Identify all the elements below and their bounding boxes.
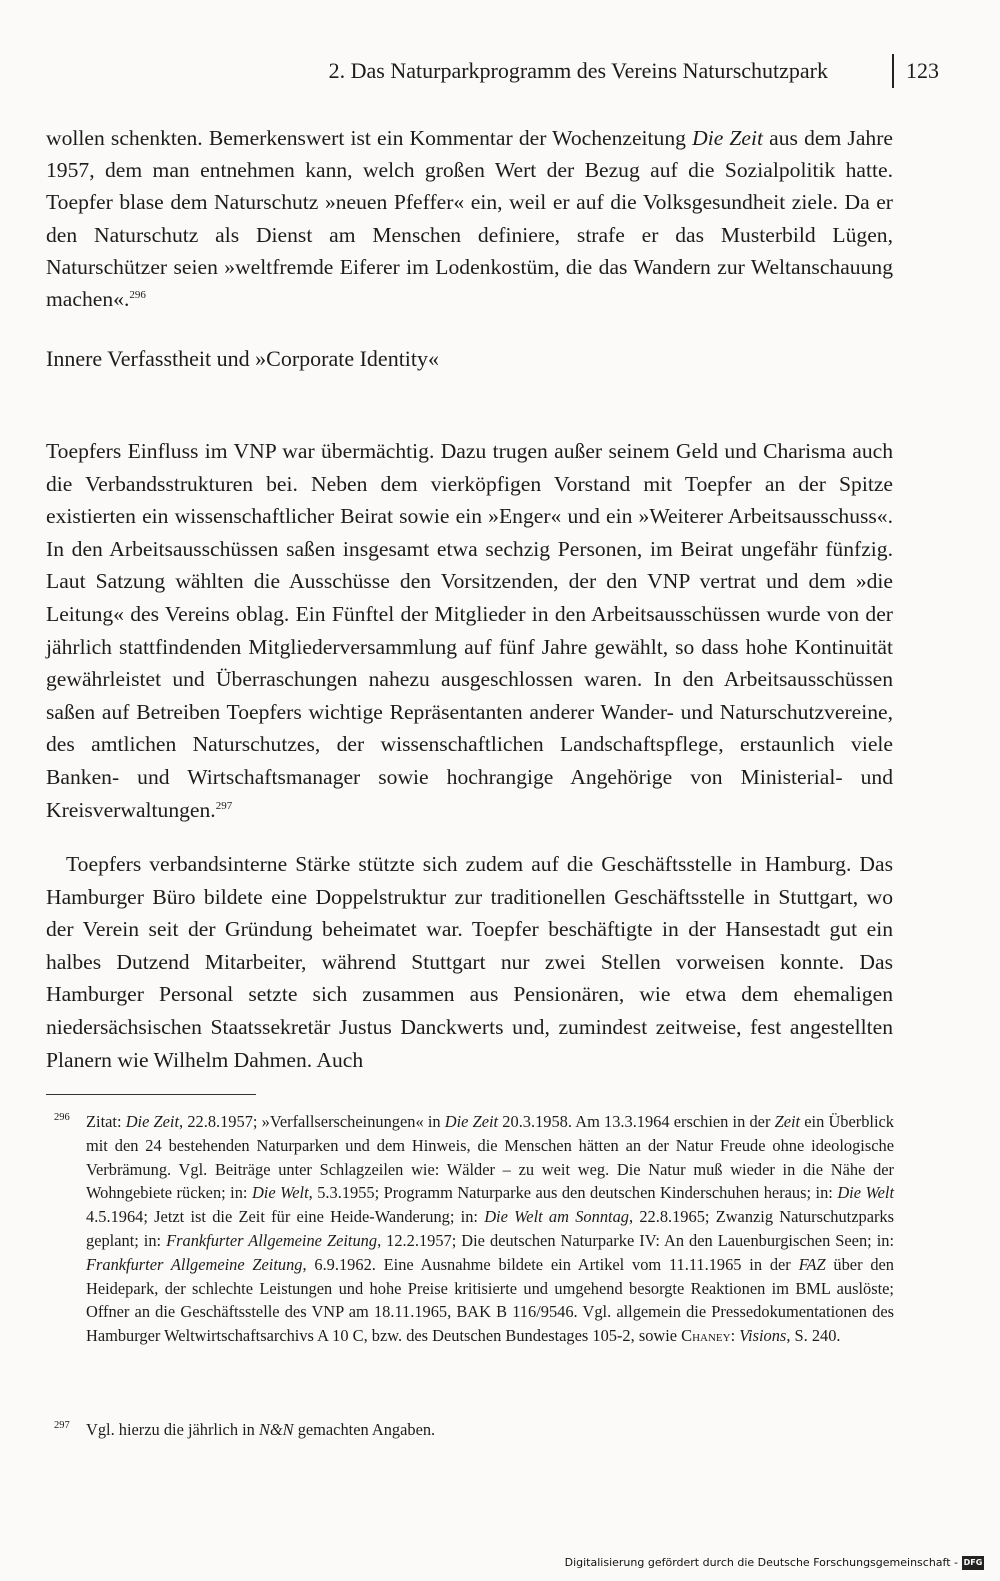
text-run: aus dem Jahre 1957, dem man entnehmen kann, welch großen Wert der Bezug auf die Sozialpolitik hatte. Toepfer blase dem Naturschutz »neuen Pfeffer« ein, weil er auf die Volksgesundheit ziele. Da er den Naturschutz als Dienst am Menschen definiere, strafe er das Musterbild Lügen, Naturschützer seien »weltfremde Eiferer im Lodenkostüm, die das Wandern zur Weltanschauung machen«. (46, 126, 893, 312)
italic-run: Die Welt am Sonntag (484, 1207, 629, 1227)
header-separator (892, 54, 894, 88)
text-run: , 12.2.1957; Die deutschen Naturparke IV: An den Lauenburgischen Seen; in: (377, 1230, 895, 1250)
text-run: über den Heidepark, der schlechte Leistungen und hohe Preise kritisierte und umgehend besorgte Reaktionen im BML auslöste; Offner an die Geschäftsstelle des VNP am 18.11.1965, BAK B 116/9546. Vgl. allgemein die Pressedokumentationen des Hamburger Weltwirtschaftsarchivs A 10 C, bzw. des Deutschen Bundestages 105-2, sowie (86, 1254, 894, 1346)
digitization-credit: Digitalisierung gefördert durch die Deutsche Forschungsgemeinschaft - (564, 1556, 958, 1569)
italic-run: Die Zeit (444, 1112, 499, 1131)
text-run: Zitat: (86, 1112, 126, 1131)
paragraph-2 (46, 435, 893, 826)
text-run: Vgl. hierzu die jährlich in (86, 1420, 259, 1439)
footnote-rule (46, 1094, 256, 1095)
page-number: 123 (906, 58, 939, 83)
italic-run: N&N (258, 1420, 294, 1439)
text-run: ein Überblick mit den 24 bestehenden Naturparken und dem Hinweis, die Menschen hätten an der Natur Freude ohne ideologische Verbrämung. Vgl. Beiträge unter Schlagzeilen wie: Wälder – zu weit weg. Die Natur muß wieder in die Nähe der Wohngebiete rücken; in: (86, 1112, 895, 1203)
text-run: , 22.8.1965; Zwanzig Naturschutzparks geplant; in: (86, 1207, 895, 1250)
paragraph-1 (46, 122, 893, 315)
journal-title: Die Zeit (692, 126, 764, 150)
text-run: , 22.8.1957; »Verfallserscheinungen« in (179, 1112, 445, 1131)
text-run: gemachten Angaben. (293, 1420, 436, 1439)
text-run: Toepfers Einfluss im VNP war übermächtig. Dazu trugen außer seinem Geld und Charisma auch die Verbandsstrukturen bei. Neben dem vierköpfigen Vorstand mit Toepfer an der Spitze existierten ein wissenschaftlicher Beirat sowie ein »Enger« und ein »Weiterer Arbeitsausschuss«. In den Arbeitsausschüssen saßen insgesamt etwa sechzig Personen, im Beirat ungefähr fünfzig. Laut Satzung wählten die Ausschüsse den Vorsitzenden, der den VNP vertrat und dem »die Leitung« des Vereins oblag. Ein Fünftel der Mitglieder in den Arbeitsausschüssen wurde von der jährlich stattfindenden Mitgliederversammlung auf fünf Jahre gewählt, so dass hohe Kontinuität gewährleistet und Überraschungen nahezu ausgeschlossen waren. In den Arbeitsausschüssen saßen auf Betreiben Toepfers wichtige Repräsentanten anderer Wander- und Naturschutzvereine, des amtlichen Naturschutzes, der wissenschaftlichen Landschaftspflege, erstaunlich viele Banken- und Wirtschaftsmanager sowie hochrangige Angehörige von Ministerial- und Kreisverwaltungen. (46, 439, 893, 822)
text-run: , 6.9.1962. Eine Ausnahme bildete ein Artikel vom 11.11.1965 in der (302, 1254, 799, 1274)
section-heading: Innere Verfasstheit und »Corporate Identity« (46, 346, 440, 371)
text-run: 20.3.1958. Am 13.3.1964 erschien in der (498, 1112, 775, 1131)
paragraph-3: Toepfers verbandsinterne Stärke stützte sich zudem auf die Geschäftsstelle in Hamburg. Das Hamburger Büro bildete eine Doppelstruktur zur traditionellen Geschäftsstelle in Stuttgart, wo der Verein seit der Gründung beheimatet war. Toepfer beschäftigte in der Hansestadt gut ein halbes Dutzend Mitarbeiter, während Stuttgart nur zwei Stellen vorweisen konnte. Das Hamburger Personal setzte sich zusammen aus Pensionären, wie etwa dem ehemaligen niedersächsischen Staatssekretär Justus Danckwerts und, zumindest zeitweise, fest angestellten Planern wie Wilhelm Dahmen. Auch (46, 852, 893, 1072)
author-name: Chaney (681, 1326, 731, 1346)
footnote-ref-297[interactable]: 297 (215, 799, 233, 812)
italic-run: Frankfurter Allgemeine Zeitung (86, 1254, 303, 1274)
footnote-297 (86, 1418, 894, 1442)
running-header (0, 58, 940, 90)
footnote-296 (86, 1110, 894, 1348)
italic-run: Die Welt (251, 1183, 309, 1203)
italic-run: Die Zeit (125, 1112, 180, 1131)
footnote-mark-296: 296 (54, 1112, 70, 1123)
italic-run: FAZ (798, 1254, 826, 1274)
footnote-ref-296[interactable]: 296 (129, 288, 146, 301)
footnote-mark-297: 297 (54, 1420, 70, 1431)
text-run: wollen schenkten. Bemerkenswert ist ein Kommentar der Wochenzeitung (46, 126, 693, 150)
italic-run: Frankfurter Allgemeine Zeitung (166, 1230, 378, 1250)
italic-run: Zeit (774, 1112, 801, 1131)
italic-run: Die Welt (837, 1183, 895, 1203)
text-run: : (730, 1326, 740, 1346)
text-run: , S. 240. (786, 1326, 841, 1346)
italic-run: Visions (739, 1326, 787, 1346)
text-run: , 5.3.1955; Programm Naturparke aus den deutschen Kinderschuhen heraus; in: (308, 1183, 838, 1203)
text-run: 4.5.1964; Jetzt ist die Zeit für eine Heide-Wanderung; in: (86, 1207, 485, 1227)
running-title: 2. Das Naturparkprogramm des Vereins Naturschutzpark (328, 58, 828, 83)
dfg-logo: DFG (962, 1556, 984, 1570)
